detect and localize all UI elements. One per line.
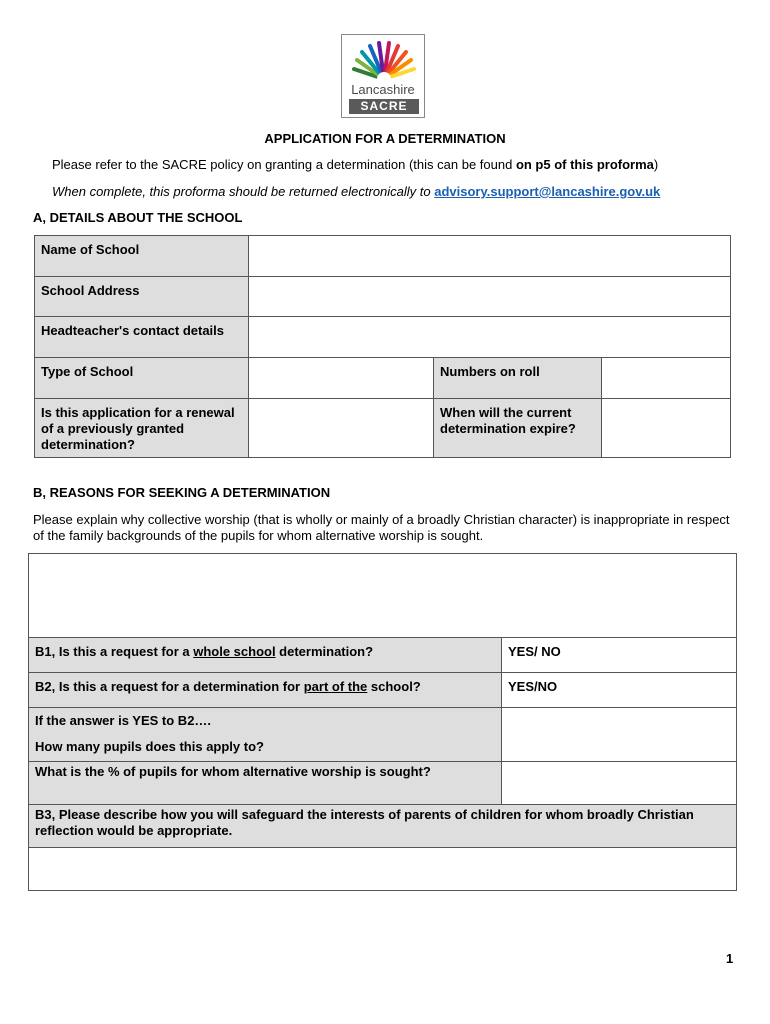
reasons-table xyxy=(28,553,737,891)
page-number: 1 xyxy=(726,951,734,966)
b1-question: B1, Is this a request for a whole school determination? xyxy=(29,638,502,673)
percent-field[interactable] xyxy=(502,762,736,805)
how-many-text: How many pupils does this apply to? xyxy=(35,739,264,754)
type-of-school-field[interactable] xyxy=(249,358,434,399)
b3-field[interactable] xyxy=(29,848,736,890)
pupils-count-field[interactable] xyxy=(502,708,736,762)
pupils-count-question xyxy=(29,708,502,762)
renewal-label: Is this application for a renewal of a previously granted determination? xyxy=(35,399,249,457)
intro-paragraph: Please refer to the SACRE policy on granting a determination (this can be found on p5 of this proforma) xyxy=(52,157,659,172)
percent-question: What is the % of pupils for whom alternative worship is sought? xyxy=(29,762,502,805)
expire-label: When will the current determination expire? xyxy=(434,399,602,457)
if-yes-text: If the answer is YES to B2…. xyxy=(35,713,212,728)
headteacher-contact-field[interactable] xyxy=(249,317,730,358)
headteacher-contact-label: Headteacher's contact details xyxy=(35,317,249,358)
school-address-field[interactable] xyxy=(249,277,730,317)
logo-word: Lancashire xyxy=(351,82,415,97)
logo-sacre: SACRE xyxy=(349,99,419,114)
section-a-heading: A, DETAILS ABOUT THE SCHOOL xyxy=(33,210,243,225)
email-link[interactable]: advisory.support@lancashire.gov.uk xyxy=(434,184,661,199)
b3-question: B3, Please describe how you will safeguard the interests of parents of children for whom broadly Christian reflection would be appropriate. xyxy=(29,805,736,848)
school-address-label: School Address xyxy=(35,277,249,317)
b1-answer[interactable]: YES/ NO xyxy=(502,638,736,673)
name-of-school-label: Name of School xyxy=(35,236,249,277)
section-b-explain: Please explain why collective worship (that is wholly or mainly of a broadly Christian character) is inappropriate in respect of the family backgrounds of the pupils for whom alternative worship is sought. xyxy=(33,512,730,543)
expire-field[interactable] xyxy=(602,399,730,457)
reasons-field[interactable] xyxy=(29,554,736,638)
type-of-school-label: Type of School xyxy=(35,358,249,399)
b2-question: B2, Is this a request for a determination for part of the school? xyxy=(29,673,502,708)
return-paragraph: When complete, this proforma should be returned electronically to advisory.support@lancashire.gov.uk xyxy=(52,184,661,199)
numbers-on-roll-label: Numbers on roll xyxy=(434,358,602,399)
numbers-on-roll-field[interactable] xyxy=(602,358,730,399)
b2-answer[interactable]: YES/NO xyxy=(502,673,736,708)
page-title: APPLICATION FOR A DETERMINATION xyxy=(264,131,506,146)
renewal-field[interactable] xyxy=(249,399,434,457)
name-of-school-field[interactable] xyxy=(249,236,730,277)
lancashire-sacre-logo xyxy=(341,34,425,118)
school-details-table xyxy=(34,235,731,458)
section-b-heading: B, REASONS FOR SEEKING A DETERMINATION xyxy=(33,485,331,500)
